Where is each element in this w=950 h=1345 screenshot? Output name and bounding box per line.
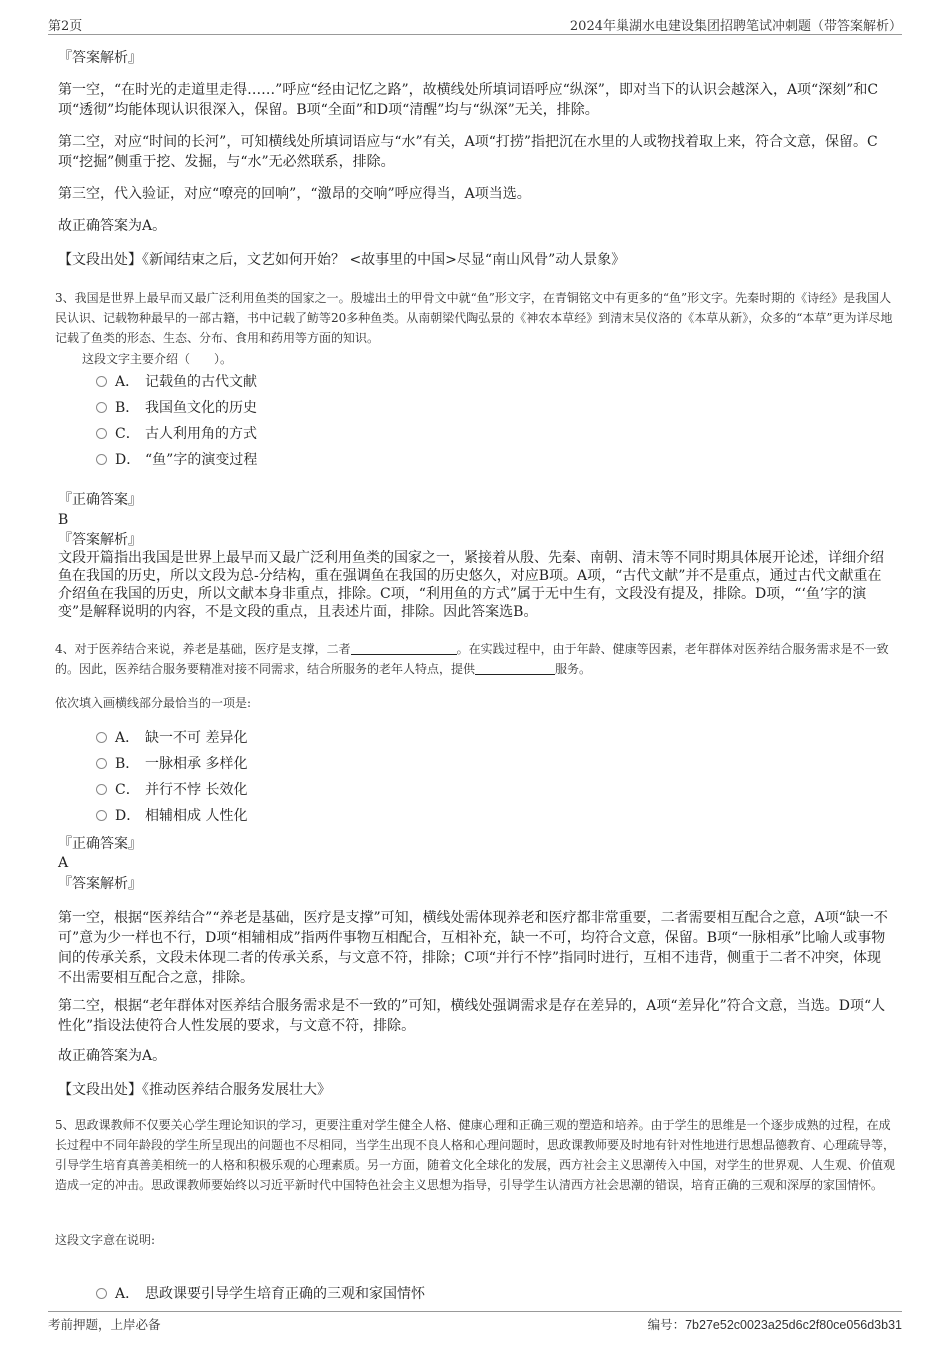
option-label: B． [115, 400, 140, 416]
question-prompt: 依次填入画横线部分最恰当的一项是: [55, 696, 252, 710]
option-text: 思政课要引导学生培育正确的三观和家国情怀 [145, 1286, 425, 1302]
radio-icon[interactable] [96, 758, 107, 769]
option-label: D． [115, 452, 141, 468]
code-label: 编号： [647, 1317, 686, 1332]
radio-icon[interactable] [96, 428, 107, 439]
conclusion: 故正确答案为A。 [58, 218, 167, 234]
option-a[interactable] [96, 372, 257, 392]
option-label: A． [115, 1286, 140, 1302]
option-text: 记载鱼的古代文献 [145, 374, 257, 390]
page-header [48, 14, 902, 35]
analysis-label: 『答案解析』 [58, 532, 142, 548]
analysis-paragraph: 文段开篇指出我国是世界上最早而又最广泛利用鱼类的国家之一，紧接着从殷、先秦、南朝、清末等不同时期具体展开论述，详细介绍鱼在我国的历史，所以文段为总-分结构，重在强调鱼在我国的历史悠久，对应B项。A项，“古代文献”并不是重点，通过古代文献重在介绍鱼在我国的历史，所以文献本身非重点，排除。C项，“利用鱼的方式”属于无中生有，文段没有提及，排除。D项，“‘鱼’字的演变”是解释说明的内容，不是文段的重点，且表述片面，排除。因此答案选B。 [58, 550, 884, 620]
question-stem: 5、思政课教师不仅要关心学生理论知识的学习，更要注重对学生健全人格、健康心理和正确三观的塑造和培养。由于学生的思维是一个逐步成熟的过程，在成长过程中不同年龄段的学生所呈现出的问题也不尽相同，当学生出现不良人格和心理问题时，思政课教师要及时地有针对性地进行思想品德教育、心理疏导等，引导学生培育真善美相统一的人格和积极乐观的心理素质。另一方面，随着文化全球化的发展，西方社会主义思潮传入中国，对学生的世界观、人生观、价值观造成一定的冲击。思政课教师要始终以习近平新时代中国特色社会主义思想为指导，引导学生认清西方社会思潮的错误，培育正确的三观和深厚的家国情怀。 [55, 1118, 896, 1192]
option-b[interactable] [96, 398, 257, 418]
option-label: C． [115, 782, 140, 798]
analysis-label: 『答案解析』 [58, 50, 142, 66]
option-a[interactable] [96, 1284, 425, 1304]
document-title: 2024年巢湖水电建设集团招聘笔试冲刺题（带答案解析） [569, 19, 902, 34]
analysis-paragraph: 第二空，对应“时间的长河”，可知横线处所填词语应与“水”有关，A项“打捞”指把沉在水里的人或物找着取上来，符合文意，保留。C项“挖掘”侧重于挖、发掘，与“水”无必然联系，排除。 [58, 134, 878, 170]
option-label: A． [115, 730, 140, 746]
fill-blank-2 [475, 661, 555, 675]
question-stem: 3、我国是世界上最早而又最广泛利用鱼类的国家之一。殷墟出土的甲骨文中就“鱼”形文字，在青铜铭文中有更多的“鱼”形文字。先秦时期的《诗经》是我国人民认识、记载物种最早的一部古籍，书中记载了鲂等20多种鱼类。从南朝梁代陶弘景的《神农本草经》到清末吴仪洛的《本草从新》，众多的“本草”更为详尽地记载了鱼类的形态、生态、分布、食用和药用等方面的知识。 [55, 291, 893, 345]
source-citation: 【文段出处】《推动医养结合服务发展壮大》 [58, 1082, 331, 1098]
analysis-paragraph: 第三空，代入验证，对应“嘹亮的回响”，“激昂的交响”呼应得当，A项当选。 [58, 186, 531, 202]
option-label: A． [115, 374, 140, 390]
question-stem [55, 639, 895, 679]
option-c[interactable] [96, 780, 247, 800]
option-text: 我国鱼文化的历史 [145, 400, 257, 416]
correct-answer: B [58, 512, 69, 528]
page-footer [48, 1311, 902, 1334]
option-text: 相辅相成 人性化 [145, 808, 248, 824]
answer-label: 『正确答案』 [58, 836, 142, 852]
conclusion: 故正确答案为A。 [58, 1048, 167, 1064]
answer-label: 『正确答案』 [58, 492, 142, 508]
option-label: C． [115, 426, 140, 442]
page-number: 第2页 [48, 19, 83, 34]
option-label: B． [115, 756, 140, 772]
option-text: 并行不悖 长效化 [145, 782, 248, 798]
source-citation: 【文段出处】《新闻结束之后，文艺如何开始？ <故事里的中国>尽显“南山风骨”动人景象》 [58, 252, 626, 268]
option-b[interactable] [96, 754, 247, 774]
analysis-paragraph: 第二空，根据“老年群体对医养结合服务需求是不一致的”可知，横线处强调需求是存在差异的，A项“差异化”符合文意，当选。D项“人性化”指设法使符合人性发展的要求，与文意不符，排除。 [58, 998, 886, 1034]
option-text: 缺一不可 差异化 [145, 730, 248, 746]
analysis-paragraph: 第一空，根据“医养结合”“养老是基础，医疗是支撑”可知，横线处需体现养老和医疗都非常重要，二者需要相互配合之意，A项“缺一不可”意为少一样也不行，D项“相辅相成”指两件事物互相配合，互相补充，缺一不可，均符合文意，保留。B项“一脉相承”比喻人或事物间的传承关系，文段未体现二者的传承关系，与文意不符，排除；C项“并行不悖”指同时进行，互相不违背，侧重于二者不冲突，体现不出需要相互配合之意，排除。 [58, 910, 888, 986]
radio-icon[interactable] [96, 402, 107, 413]
radio-icon[interactable] [96, 1288, 107, 1299]
correct-answer: A [58, 855, 69, 871]
option-d[interactable] [96, 806, 247, 826]
analysis-paragraph: 第一空，“在时光的走道里走得……”呼应“经由记忆之路”，故横线处所填词语呼应“纵深”，即对当下的认识会越深入，A项“深刻”和C项“透彻”均能体现认识很深入，保留。B项“全面”和D项“清醒”均与“纵深”无关，排除。 [58, 82, 879, 118]
question-prompt: 这段文字意在说明: [55, 1233, 156, 1247]
radio-icon[interactable] [96, 376, 107, 387]
radio-icon[interactable] [96, 454, 107, 465]
footer-slogan: 考前押题，上岸必备 [48, 1317, 161, 1332]
fill-blank-1 [351, 641, 457, 655]
radio-icon[interactable] [96, 784, 107, 795]
option-d[interactable] [96, 450, 257, 470]
option-text: “鱼”字的演变过程 [145, 452, 258, 468]
stem-part: 4、对于医养结合来说，养老是基础，医疗是支撑，二者 [55, 642, 351, 656]
question-prompt: 这段文字主要介绍（ ）。 [82, 352, 233, 366]
option-c[interactable] [96, 424, 257, 444]
radio-icon[interactable] [96, 732, 107, 743]
option-label: D． [115, 808, 141, 824]
code-value: 7b27e52c0023a25d6c2f80ce056d3b31 [685, 1318, 902, 1332]
option-a[interactable] [96, 728, 247, 748]
radio-icon[interactable] [96, 810, 107, 821]
option-text: 古人利用角的方式 [145, 426, 257, 442]
stem-part: 。在实践过程中，由于年龄、健康等因素，老年群体对医养结合服务需求是不一致的。因此，医养结合服务要精准对接不同需求，结合所服务的老年人特点，提供 [55, 642, 889, 676]
option-text: 一脉相承 多样化 [145, 756, 248, 772]
document-code [648, 1315, 902, 1333]
stem-part: 服务。 [555, 662, 592, 676]
analysis-label: 『答案解析』 [58, 876, 142, 892]
